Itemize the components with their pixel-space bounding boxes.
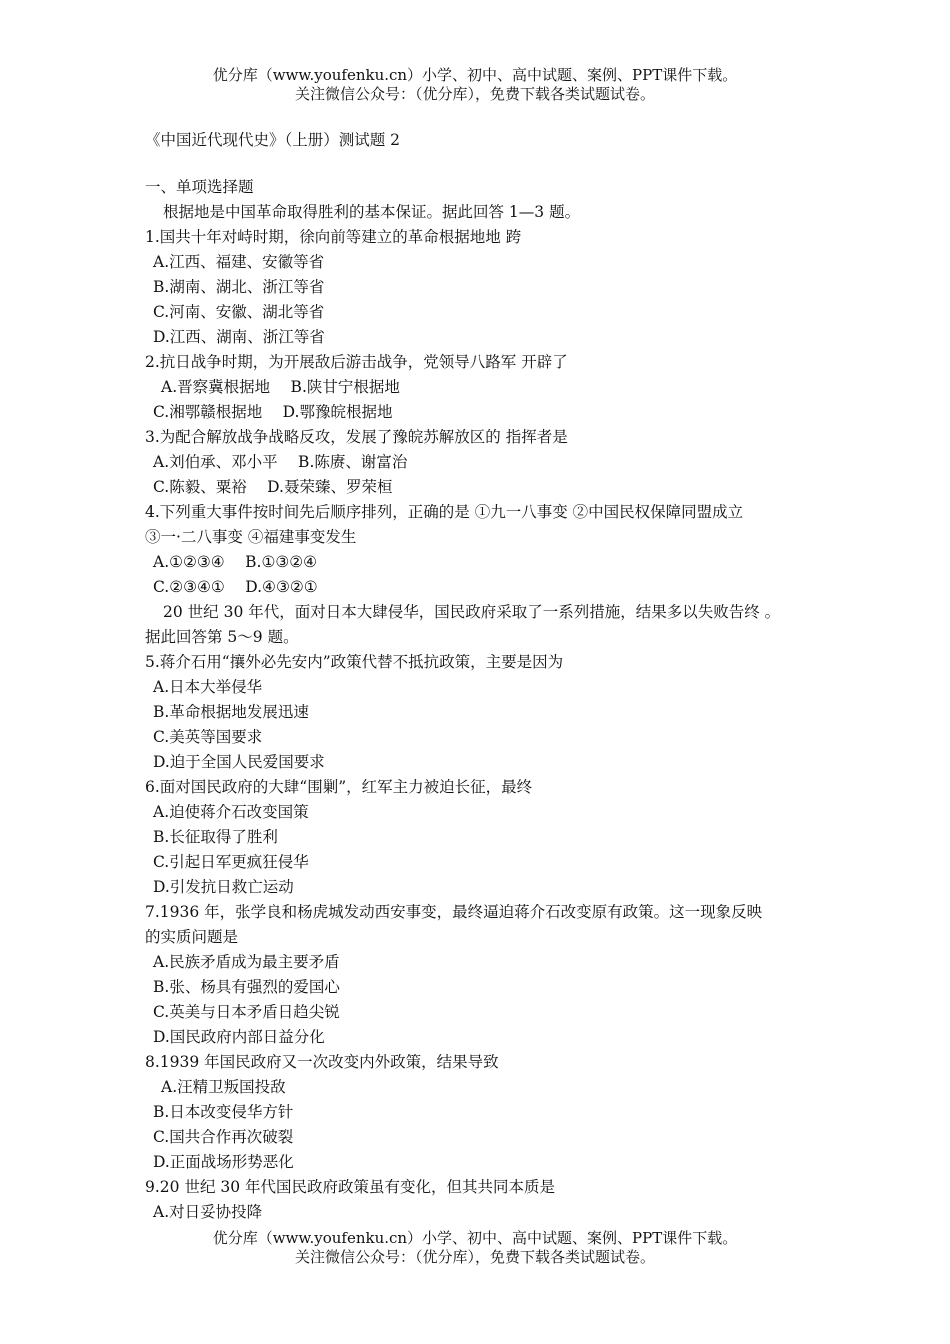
question-8-option-b: B.日本改变侵华方针 <box>153 1103 294 1121</box>
intro-paragraph-2-line-1: 20 世纪 30 年代，面对日本大肆侵华，国民政府采取了一系列措施，结果多以失败告终 。 <box>163 603 781 621</box>
question-7-option-b: B.张、杨具有强烈的爱国心 <box>153 978 340 996</box>
question-9-stem: 9.20 世纪 30 年代国民政府政策虽有变化，但其共同本质是 <box>145 1178 556 1196</box>
question-4-stem-line-2: ③一·二八事变 ④福建事变发生 <box>145 528 357 546</box>
question-5-stem: 5.蒋介石用“攘外必先安内”政策代替不抵抗政策，主要是因为 <box>145 653 564 671</box>
question-6-option-c: C.引起日军更疯狂侵华 <box>153 853 309 871</box>
header-line-2: 关注微信公众号：（优分库），免费下载各类试题试卷。 <box>294 85 655 103</box>
question-8-option-a: A.汪精卫叛国投敌 <box>161 1078 286 1096</box>
question-2-stem: 2.抗日战争时期，为开展敌后游击战争，党领导八路军 开辟了 <box>145 353 568 371</box>
question-5-option-a: A.日本大举侵华 <box>153 678 263 696</box>
question-6-option-a: A.迫使蒋介石改变国策 <box>153 803 309 821</box>
question-1-option-d: D.江西、湖南、浙江等省 <box>153 328 325 346</box>
question-4-options-ab: A.①②③④ B.①③②④ <box>153 553 318 571</box>
question-4-options-cd: C.②③④① D.④③②① <box>153 578 318 596</box>
question-1-option-b: B.湖南、湖北、浙江等省 <box>153 278 325 296</box>
question-3-options-ab: A.刘伯承、邓小平 B.陈赓、谢富治 <box>153 453 408 471</box>
question-6-stem: 6.面对国民政府的大肆“围剿”，红军主力被迫长征，最终 <box>145 778 533 796</box>
question-3-stem: 3.为配合解放战争战略反攻，发展了豫皖苏解放区的 指挥者是 <box>145 428 568 446</box>
question-8-stem: 8.1939 年国民政府又一次改变内外政策，结果导致 <box>145 1053 499 1071</box>
question-7-option-c: C.英美与日本矛盾日趋尖锐 <box>153 1003 340 1021</box>
document-body <box>145 128 825 1225</box>
question-1-stem: 1.国共十年对峙时期，徐向前等建立的革命根据地地 跨 <box>145 228 522 246</box>
question-6-option-d: D.引发抗日救亡运动 <box>153 878 294 896</box>
question-7-stem-line-1: 7.1936 年，张学良和杨虎城发动西安事变，最终逼迫蒋介石改变原有政策。这一现象反映 <box>145 903 763 921</box>
question-5-option-b: B.革命根据地发展迅速 <box>153 703 309 721</box>
page-header <box>0 66 950 104</box>
question-3-options-cd: C.陈毅、粟裕 D.聂荣臻、罗荣桓 <box>153 478 393 496</box>
question-5-option-d: D.迫于全国人民爱国要求 <box>153 753 325 771</box>
header-line-1: 优分库（www.youfenku.cn）小学、初中、高中试题、案例、PPT课件下载。 <box>212 66 738 84</box>
question-7-option-a: A.民族矛盾成为最主要矛盾 <box>153 953 340 971</box>
document-title: 《中国近代现代史》（上册）测试题 2 <box>145 131 401 149</box>
question-8-option-c: C.国共合作再次破裂 <box>153 1128 294 1146</box>
question-4-stem-line-1: 4.下列重大事件按时间先后顺序排列，正确的是 ①九一八事变 ②中国民权保障同盟成立 <box>145 503 744 521</box>
question-8-option-d: D.正面战场形势恶化 <box>153 1153 294 1171</box>
question-2-options-cd: C.湘鄂赣根据地 D.鄂豫皖根据地 <box>153 403 393 421</box>
page-footer <box>0 1229 950 1267</box>
question-5-option-c: C.美英等国要求 <box>153 728 263 746</box>
question-2-options-ab: A.晋察冀根据地 B.陕甘宁根据地 <box>161 378 400 396</box>
question-1-option-c: C.河南、安徽、湖北等省 <box>153 303 325 321</box>
footer-line-1: 优分库（www.youfenku.cn）小学、初中、高中试题、案例、PPT课件下载。 <box>212 1229 738 1247</box>
question-1-option-a: A.江西、福建、安徽等省 <box>153 253 325 271</box>
intro-paragraph-2-line-2: 据此回答第 5～9 题。 <box>145 628 299 646</box>
question-6-option-b: B.长征取得了胜利 <box>153 828 278 846</box>
question-9-option-a: A.对日妥协投降 <box>153 1203 263 1221</box>
question-7-option-d: D.国民政府内部日益分化 <box>153 1028 325 1046</box>
intro-paragraph-1: 根据地是中国革命取得胜利的基本保证。据此回答 1—3 题。 <box>163 203 581 221</box>
section-heading: 一、单项选择题 <box>145 178 254 196</box>
footer-line-2: 关注微信公众号：（优分库），免费下载各类试题试卷。 <box>294 1248 655 1266</box>
question-7-stem-line-2: 的实质问题是 <box>145 928 239 946</box>
